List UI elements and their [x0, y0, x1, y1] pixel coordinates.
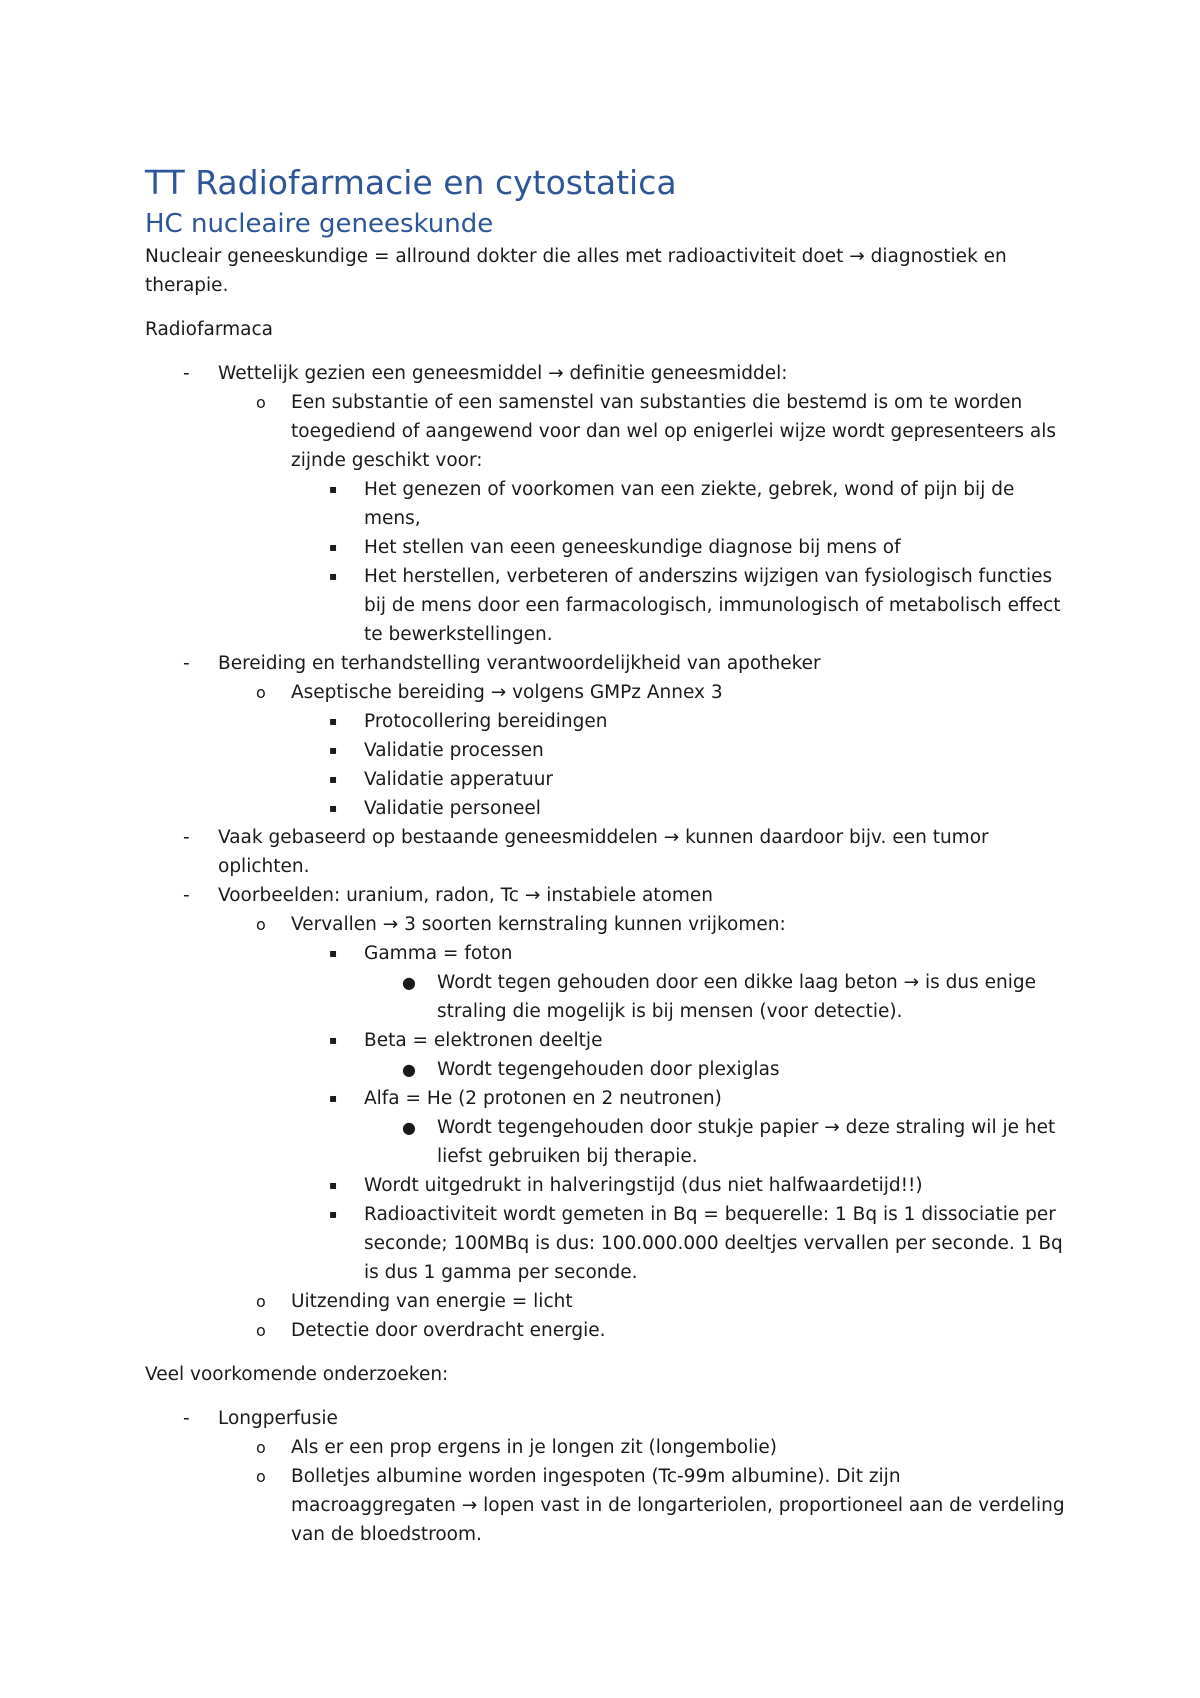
list-item-text: Wordt tegengehouden door plexiglas — [437, 1059, 780, 1080]
list-item-text: Validatie personeel — [364, 798, 541, 819]
sub-list — [291, 939, 1065, 1287]
square-bullet: ▪ — [329, 946, 338, 960]
circle-bullet: o — [256, 683, 266, 702]
list-item-text: Als er een prop ergens in je longen zit (longembolie) — [291, 1437, 778, 1458]
sub-list — [218, 388, 1065, 649]
dash-bullet: - — [183, 1408, 190, 1429]
sub-list — [218, 1433, 1065, 1549]
dash-bullet: - — [183, 885, 190, 906]
document-page — [145, 160, 1065, 1549]
list-item-text: Het genezen of voorkomen van een ziekte, gebrek, wond of pijn bij de mens, — [364, 479, 1015, 529]
section-heading-radiofarmaca: Radiofarmaca — [145, 319, 273, 340]
list-item — [218, 1316, 1065, 1345]
sub-list — [291, 475, 1065, 649]
dash-bullet: - — [183, 827, 190, 848]
list-item — [291, 765, 1065, 794]
list-item — [291, 1171, 1065, 1200]
spacer — [145, 1389, 1065, 1404]
intro-paragraph: Nucleair geneeskundige = allround dokter die alles met radioactiviteit doet → diagnostiek en therapie. — [145, 246, 1007, 296]
list-item-text: Aseptische bereiding → volgens GMPz Annex 3 — [291, 682, 723, 703]
list-item — [291, 1084, 1065, 1171]
square-bullet: ▪ — [329, 1033, 338, 1047]
list-item-text: Detectie door overdracht energie. — [291, 1320, 606, 1341]
sub-list — [218, 678, 1065, 823]
list-item — [291, 1200, 1065, 1287]
circle-bullet: o — [256, 915, 266, 934]
list-item — [364, 1113, 1065, 1171]
list-item — [218, 1433, 1065, 1462]
list-item-text: Protocollering bereidingen — [364, 711, 608, 732]
square-bullet: ▪ — [329, 1207, 338, 1221]
list-item — [145, 1404, 1065, 1549]
list-item-text: Het stellen van eeen geneeskundige diagnose bij mens of — [364, 537, 901, 558]
sub-list — [364, 1113, 1065, 1171]
list-item — [291, 939, 1065, 1026]
list-item-text: Vervallen → 3 soorten kernstraling kunnen vrijkomen: — [291, 914, 786, 935]
list-item-text: Gamma = foton — [364, 943, 513, 964]
list-item — [291, 1026, 1065, 1084]
list-item-text: Een substantie of een samenstel van substanties die bestemd is om te worden toegediend of aangewend voor dan wel op enigerlei wijze wordt gepresenteers als zijnde geschikt voor: — [291, 392, 1056, 471]
list-item — [218, 910, 1065, 1287]
onderzoeken-list — [145, 1404, 1065, 1549]
list-item-text: Beta = elektronen deeltje — [364, 1030, 603, 1051]
list-item — [145, 881, 1065, 1345]
list-item — [364, 968, 1065, 1026]
dash-bullet: - — [183, 363, 190, 384]
section-heading-onderzoeken: Veel voorkomende onderzoeken: — [145, 1364, 449, 1385]
sub-list — [291, 707, 1065, 823]
radiofarmaca-list — [145, 359, 1065, 1345]
spacer — [145, 300, 1065, 315]
dot-bullet: ● — [402, 1118, 416, 1137]
square-bullet: ▪ — [329, 743, 338, 757]
circle-bullet: o — [256, 1467, 266, 1486]
square-bullet: ▪ — [329, 772, 338, 786]
list-item — [291, 533, 1065, 562]
list-item — [145, 823, 1065, 881]
list-item — [218, 1287, 1065, 1316]
list-item — [291, 736, 1065, 765]
list-item — [145, 649, 1065, 823]
square-bullet: ▪ — [329, 540, 338, 554]
list-item — [218, 1462, 1065, 1549]
square-bullet: ▪ — [329, 801, 338, 815]
list-item-text: Wettelijk gezien een geneesmiddel → definitie geneesmiddel: — [218, 363, 788, 384]
sub-list — [364, 968, 1065, 1026]
list-item-text: Het herstellen, verbeteren of anderszins wijzigen van fysiologisch functies bij de mens door een farmacologisch, immunologisch of metabolisch effect te bewerkstellingen. — [364, 566, 1061, 645]
list-item-text: Validatie apperatuur — [364, 769, 554, 790]
list-item-text: Wordt uitgedrukt in halveringstijd (dus niet halfwaardetijd!!) — [364, 1175, 923, 1196]
list-item — [218, 388, 1065, 649]
list-item-text: Uitzending van energie = licht — [291, 1291, 573, 1312]
list-item — [291, 794, 1065, 823]
circle-bullet: o — [256, 1321, 266, 1340]
list-item — [218, 678, 1065, 823]
square-bullet: ▪ — [329, 1091, 338, 1105]
list-item — [291, 475, 1065, 533]
sub-list — [218, 910, 1065, 1345]
list-item-text: Validatie processen — [364, 740, 544, 761]
circle-bullet: o — [256, 1292, 266, 1311]
circle-bullet: o — [256, 393, 266, 412]
spacer — [145, 1345, 1065, 1360]
square-bullet: ▪ — [329, 482, 338, 496]
list-item — [364, 1055, 1065, 1084]
list-item-text: Longperfusie — [218, 1408, 338, 1429]
list-item — [291, 562, 1065, 649]
document-subtitle: HC nucleaire geneeskunde — [145, 209, 494, 239]
list-item-text: Radioactiviteit wordt gemeten in Bq = bequerelle: 1 Bq is 1 dissociatie per seconde; 100MBq is dus: 100.000.000 deeltjes vervallen per seconde. 1 Bq is dus 1 gamma per seconde. — [364, 1204, 1063, 1283]
list-item-text: Bereiding en terhandstelling verantwoordelijkheid van apotheker — [218, 653, 821, 674]
sub-list — [364, 1055, 1065, 1084]
list-item-text: Wordt tegen gehouden door een dikke laag beton → is dus enige straling die mogelijk is bij mensen (voor detectie). — [437, 972, 1036, 1022]
list-item-text: Wordt tegengehouden door stukje papier → deze straling wil je het liefst gebruiken bij therapie. — [437, 1117, 1056, 1167]
list-item-text: Bolletjes albumine worden ingespoten (Tc-99m albumine). Dit zijn macroaggregaten → lopen vast in de longarteriolen, proportioneel aan de verdeling van de bloedstroom. — [291, 1466, 1065, 1545]
list-item-text: Alfa = He (2 protonen en 2 neutronen) — [364, 1088, 722, 1109]
document-title: TT Radiofarmacie en cytostatica — [145, 163, 677, 202]
square-bullet: ▪ — [329, 1178, 338, 1192]
list-item-text: Vaak gebaseerd op bestaande geneesmiddelen → kunnen daardoor bijv. een tumor oplichten. — [218, 827, 989, 877]
square-bullet: ▪ — [329, 569, 338, 583]
list-item-text: Voorbeelden: uranium, radon, Tc → instabiele atomen — [218, 885, 713, 906]
dot-bullet: ● — [402, 973, 416, 992]
dot-bullet: ● — [402, 1060, 416, 1079]
list-item — [145, 359, 1065, 649]
list-item — [291, 707, 1065, 736]
dash-bullet: - — [183, 653, 190, 674]
spacer — [145, 344, 1065, 359]
square-bullet: ▪ — [329, 714, 338, 728]
circle-bullet: o — [256, 1438, 266, 1457]
